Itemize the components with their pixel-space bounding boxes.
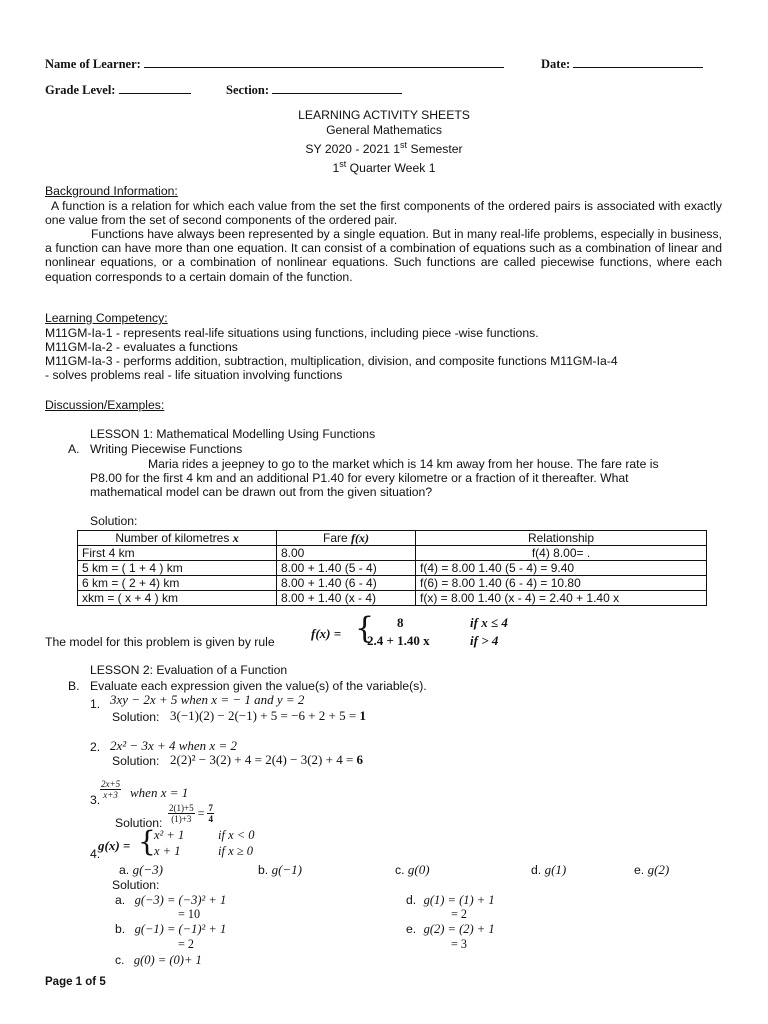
model-case1-condition: if x ≤ 4 (470, 615, 508, 630)
solution-b-result: = 2 (178, 937, 195, 951)
part-c: c. g(0) (395, 862, 430, 877)
background-p1: A function is a relation for which each value from the set the first components of the ordered pairs is associated with exactly one value from the set of second components of the ordered pair. (45, 199, 722, 228)
competency-heading: Learning Competency: (45, 311, 168, 325)
discussion-heading: Discussion/Examples: (45, 398, 165, 412)
table-cell: 8.00 (277, 546, 416, 561)
section-a-label: A. (68, 442, 80, 456)
page-number: Page 1 of 5 (45, 976, 106, 988)
q1-expression: 3xy − 2x + 5 when x = − 1 and y = 2 (110, 692, 305, 707)
name-label: Name of Learner: (45, 57, 141, 71)
part-a: a. g(−3) (119, 862, 163, 877)
q2-solution: 2(2)² − 3(2) + 4 = 2(4) − 3(2) + 4 = 6 (170, 752, 364, 767)
model-lhs: f(x) = (311, 626, 342, 641)
q4-lhs: g(x) = (98, 838, 131, 853)
background-heading: Background Information: (45, 184, 178, 198)
header-date-row (541, 56, 703, 72)
q2-number: 2. (90, 740, 101, 754)
q1-number: 1. (90, 697, 101, 711)
fare-table (77, 530, 707, 606)
section-b-label: B. (68, 679, 80, 693)
problem-line2: P8.00 for the first 4 km and an additional P1.40 for every kilometre or a fraction of it thereafter. What (90, 471, 629, 485)
table-cell: f(4) = 8.00 1.40 (5 - 4) = 9.40 (416, 561, 707, 576)
section-b-text: Evaluate each expression given the value(s) of the variable(s). (90, 679, 427, 693)
q4-brace: { (138, 825, 156, 858)
table-row (78, 591, 707, 606)
table-cell: 8.00 + 1.40 (6 - 4) (277, 576, 416, 591)
q4-case1: x² + 1 (154, 828, 185, 842)
section-a-title: Writing Piecewise Functions (90, 442, 243, 456)
grade-field[interactable] (119, 82, 191, 94)
model-text: The model for this problem is given by rule (45, 635, 275, 649)
table-cell: 6 km = ( 2 + 4) km (78, 576, 277, 591)
table-header-cell: Fare f(x) (277, 531, 416, 546)
q4-solution-label: Solution: (112, 878, 160, 892)
solution-e-result: = 3 (451, 937, 468, 951)
title-block (0, 108, 768, 176)
q3-when: when x = 1 (130, 785, 189, 800)
model-case2-value: 2.4 + 1.40 x (367, 633, 430, 648)
table-cell: f(6) = 8.00 1.40 (6 - 4) = 10.80 (416, 576, 707, 591)
model-case1-value: 8 (397, 615, 404, 630)
lesson1-title: LESSON 1: Mathematical Modelling Using Functions (90, 427, 376, 441)
q3-number: 3. (90, 793, 101, 807)
part-d: d. g(1) (531, 862, 567, 877)
table-header-cell: Number of kilometres x (78, 531, 277, 546)
part-b: b. g(−1) (258, 862, 302, 877)
date-label: Date: (541, 57, 571, 71)
date-field[interactable] (573, 56, 703, 68)
lesson2-title: LESSON 2: Evaluation of a Function (90, 663, 288, 677)
solution-d: d. g(1) = (1) + 1 (406, 893, 495, 907)
solution-b: b. g(−1) = (−1)² + 1 (115, 922, 227, 936)
section-label: Section: (226, 83, 270, 97)
solution-label: Solution: (90, 514, 138, 528)
q3-solution: $\frac{2(1)+5}{(1)+3}$ = $\frac{7}{4}$ (169, 803, 213, 824)
q1-solution-label: Solution: (112, 710, 160, 724)
title-line2: General Mathematics (326, 123, 442, 137)
table-cell: First 4 km (78, 546, 277, 561)
competency-line2: M11GM-Ia-2 - evaluates a functions (45, 340, 238, 354)
table-header-row (78, 531, 707, 546)
table-cell: f(x) = 8.00 1.40 (x - 4) = 2.40 + 1.40 x (416, 591, 707, 606)
title-line1: LEARNING ACTIVITY SHEETS (298, 108, 470, 122)
table-cell: 8.00 + 1.40 (5 - 4) (277, 561, 416, 576)
model-brace: { (355, 611, 375, 646)
q2-expression: 2x² − 3x + 4 when x = 2 (110, 738, 237, 753)
solution-a: a. g(−3) = (−3)² + 1 (115, 893, 227, 907)
part-e: e. g(2) (634, 862, 670, 877)
q4-number: 4. (90, 847, 101, 861)
model-case2-condition: if > 4 (470, 633, 499, 648)
q4-condition2: if x ≥ 0 (218, 844, 253, 858)
competency-line1: M11GM-Ia-1 - represents real-life situations using functions, including piece -wise functions. (45, 326, 539, 340)
table-row (78, 546, 707, 561)
table-row (78, 576, 707, 591)
table-cell: xkm = ( x + 4 ) km (78, 591, 277, 606)
header-name-row (45, 56, 504, 72)
table-cell: 8.00 + 1.40 (x - 4) (277, 591, 416, 606)
table-header-cell: Relationship (416, 531, 707, 546)
title-line3: SY 2020 - 2021 1st Semester (305, 140, 463, 157)
background-p2: Functions have always been represented by a single equation. But in many real-life problems, especially in business, a function can have more than one equation. It can consist of a combination of equations such as a combination of linear and nonlinear equations, or a combination of nonlinear equations. Such functions are called piecewise functions, where each equation corresponds to a certain domain of the function. (45, 227, 722, 284)
table-row (78, 561, 707, 576)
title-line4: 1st Quarter Week 1 (332, 159, 436, 176)
q3-solution-label: Solution: (115, 816, 163, 830)
solution-a-result: = 10 (178, 907, 201, 921)
table-cell: f(4) 8.00= . (416, 546, 707, 561)
name-field[interactable] (144, 56, 504, 68)
section-field[interactable] (272, 82, 402, 94)
competency-line3: M11GM-Ia-3 - performs addition, subtraction, multiplication, division, and composite functions M11GM-Ia-4 (45, 354, 618, 368)
header-section-row (226, 82, 402, 98)
q3-fraction: $\frac{2x+5}{x+3}$ (101, 779, 121, 800)
header-grade-row (45, 82, 191, 98)
solution-d-result: = 2 (451, 907, 468, 921)
solution-e: e. g(2) = (2) + 1 (406, 922, 495, 936)
q2-solution-label: Solution: (112, 754, 160, 768)
q4-case2: x + 1 (154, 844, 181, 858)
grade-label: Grade Level: (45, 83, 116, 97)
q1-solution: 3(−1)(2) − 2(−1) + 5 = −6 + 2 + 5 = 1 (170, 708, 366, 723)
table-cell: 5 km = ( 1 + 4 ) km (78, 561, 277, 576)
problem-line1: Maria rides a jeepney to go to the market which is 14 km away from her house. The fare rate is (148, 457, 659, 471)
q4-condition1: if x < 0 (218, 828, 255, 842)
solution-c: c. g(0) = (0)+ 1 (115, 953, 202, 967)
problem-line3: mathematical model can be drawn out from the given situation? (90, 485, 433, 499)
competency-line4: - solves problems real - life situation involving functions (45, 368, 343, 382)
